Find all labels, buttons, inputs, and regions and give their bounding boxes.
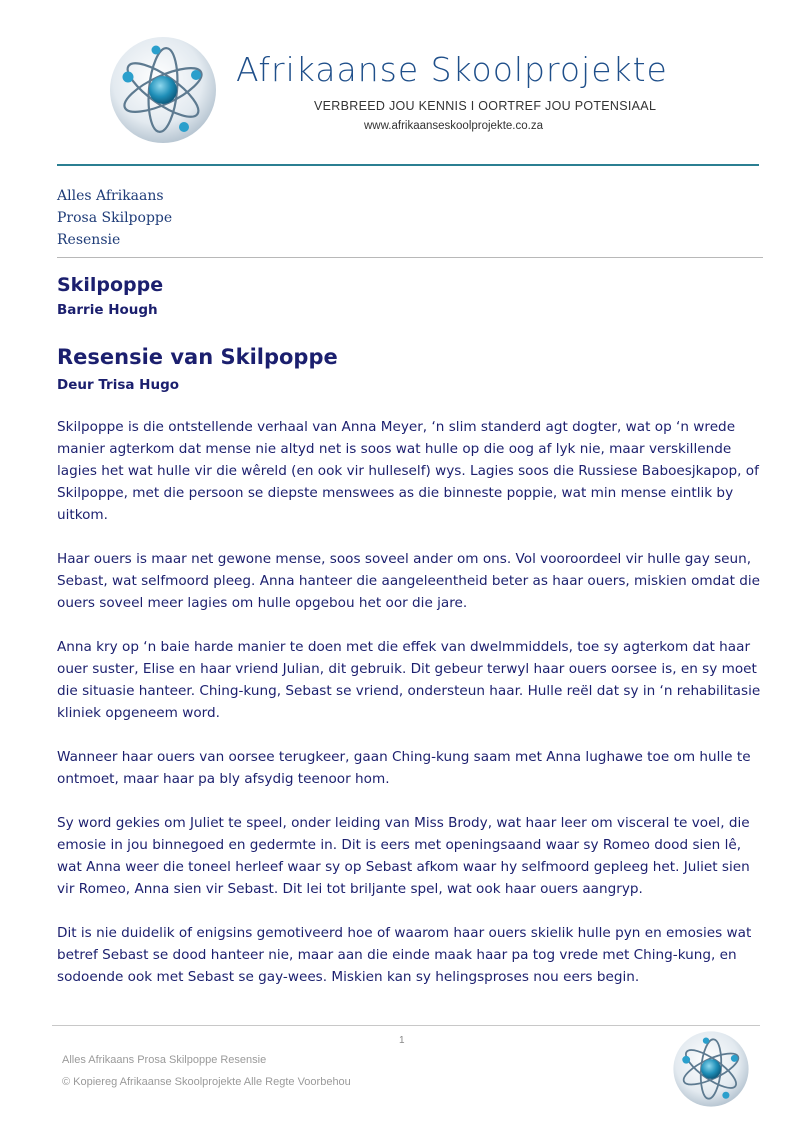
footer-copyright: © Kopiereg Afrikaanse Skoolprojekte Alle Regte Voorbehou [62, 1076, 351, 1088]
breadcrumb-item: Resensie [57, 232, 121, 248]
paragraph: Anna kry op ‘n baie harde manier te doen met die effek van dwelmmiddels, toe sy agterkom dat haar ouer suster, Elise en haar vriend Julian, dit gebruik. Dit gebeur terwyl haar ouers oorsee is, en sy moet die situasie hanteer. Ching-kung, Sebast se vriend, ondersteun haar. Hulle reël dat sy in ‘n rehabilitasie kliniek opgeneem word. [57, 639, 761, 721]
paragraph: Sy word gekies om Juliet te speel, onder leiding van Miss Brody, wat haar leer om visceral te voel, die emosie in jou binnegoed en gedermte in. Dit is eers met openingsaand waar sy Romeo dood sien lê, wat Anna weer die toneel herleef waar sy op Sebast afkom waar hy selfmoord gepleeg het. Juliet sien vir Romeo, Anna sien vir Sebast. Dit lei tot briljante spel, wat ook haar ouers aangryp. [57, 815, 750, 897]
page-number: 1 [399, 1035, 405, 1046]
breadcrumb-divider [57, 257, 763, 258]
atom-icon [672, 1030, 750, 1108]
paragraph: Haar ouers is maar net gewone mense, soos soveel ander om ons. Vol vooroordeel vir hulle gay seun, Sebast, wat selfmoord pleeg. Anna hanteer die aangeleentheid beter as haar ouers, miskien omdat die ouers soveel meer lagies om hulle opgebou het oor die jare. [57, 551, 761, 611]
site-url[interactable]: www.afrikaanseskoolprojekte.co.za [364, 120, 543, 132]
paragraph: Wanneer haar ouers van oorsee terugkeer, gaan Ching-kung saam met Anna lughawe toe om hulle te ontmoet, maar haar pa bly afsydig teenoor hom. [57, 749, 751, 787]
site-title: Afrikaanse Skoolprojekte [236, 50, 668, 89]
review-byline: Deur Trisa Hugo [57, 377, 180, 393]
paragraph: Skilpoppe is die ontstellende verhaal van Anna Meyer, ‘n slim standerd agt dogter, wat op ‘n wrede manier agterkom dat mense nie altyd net is soos wat hulle op die oog af lyk nie, maar verskillende lagies het wat hulle vir die wêreld (en ook vir hulleself) wys. Lagies soos die Russiese Baboesjkapop, of Skilpoppe, met die persoon se diepste menswees as die binneste poppie, wat min mense eintlik by uitkom. [57, 419, 759, 523]
breadcrumb-item: Alles Afrikaans [57, 188, 164, 204]
footer-divider [52, 1025, 760, 1026]
breadcrumb [57, 185, 172, 251]
breadcrumb-item: Prosa Skilpoppe [57, 210, 173, 226]
book-author: Barrie Hough [57, 302, 158, 318]
book-title: Skilpoppe [57, 274, 164, 296]
header-divider [57, 164, 759, 166]
review-heading: Resensie van Skilpoppe [57, 345, 338, 369]
paragraph: Dit is nie duidelik of enigsins gemotiveerd hoe of waarom haar ouers skielik hulle pyn en emosies wat betref Sebast se dood hanteer nie, maar aan die einde maak haar pa tog vrede met Ching-kung, en sodoende ook met Sebast se gay-wees. Miskien kan sy helingsproses nou eers begin. [57, 925, 752, 985]
site-tagline: VERBREED JOU KENNIS I OORTREF JOU POTENSIAAL [314, 99, 657, 113]
atom-icon [108, 35, 218, 145]
footer-path: Alles Afrikaans Prosa Skilpoppe Resensie [62, 1054, 267, 1066]
review-body [57, 416, 767, 1010]
